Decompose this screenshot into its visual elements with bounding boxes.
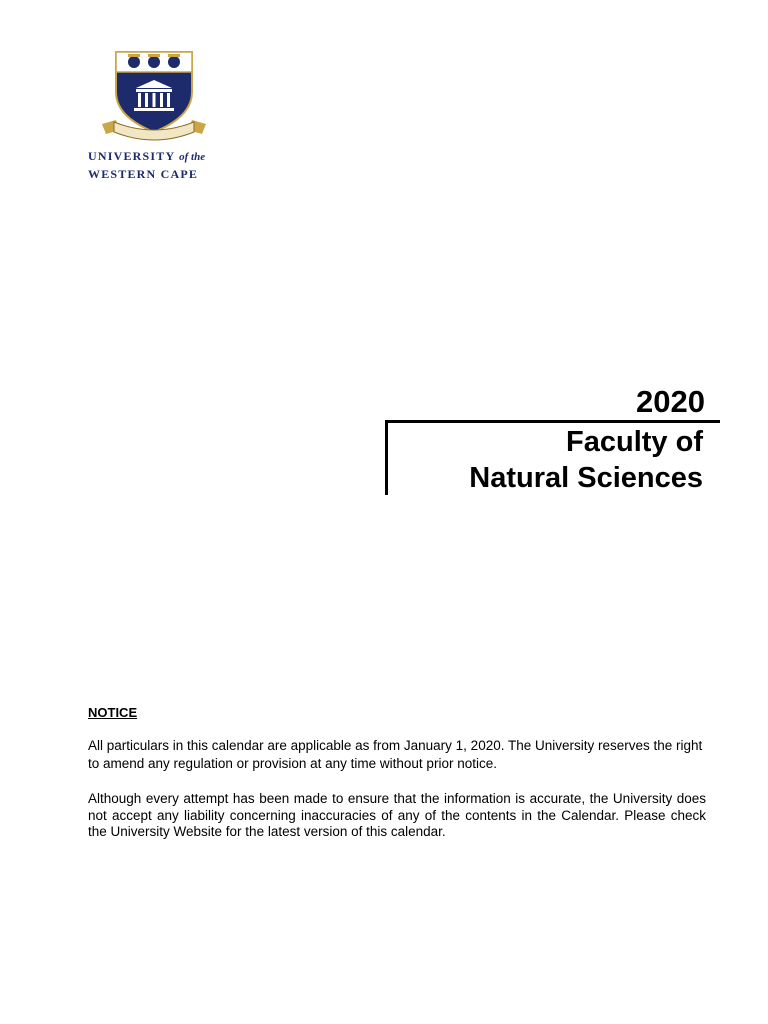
title-rule-vertical [385, 420, 388, 495]
notice-heading: NOTICE [88, 705, 138, 720]
university-logo [88, 48, 223, 180]
university-name-line1: UNIVERSITY [88, 149, 175, 163]
faculty-title-line1: Faculty of [566, 426, 703, 458]
notice-paragraph-2: Although every attempt has been made to ensure that the information is accurate, the University does not accept any liability concerning inaccuracies of any of the contents in the Calendar. Please check the University Website for the latest version of this calendar. [88, 791, 706, 839]
faculty-title-line2: Natural Sciences [469, 462, 703, 494]
university-name-ofthe: of the [179, 151, 206, 163]
university-name-line2: WESTERN CAPE [88, 167, 199, 181]
faculty-title [469, 424, 703, 496]
title-rule-horizontal [385, 420, 720, 423]
notice-paragraph-1: All particulars in this calendar are applicable as from January 1, 2020. The University reserves the right to amend any regulation or provision at any time without prior notice. [88, 738, 703, 771]
university-name [88, 148, 228, 183]
calendar-year: 2020 [636, 384, 705, 419]
title-block [385, 380, 720, 495]
crest-icon [98, 48, 210, 146]
